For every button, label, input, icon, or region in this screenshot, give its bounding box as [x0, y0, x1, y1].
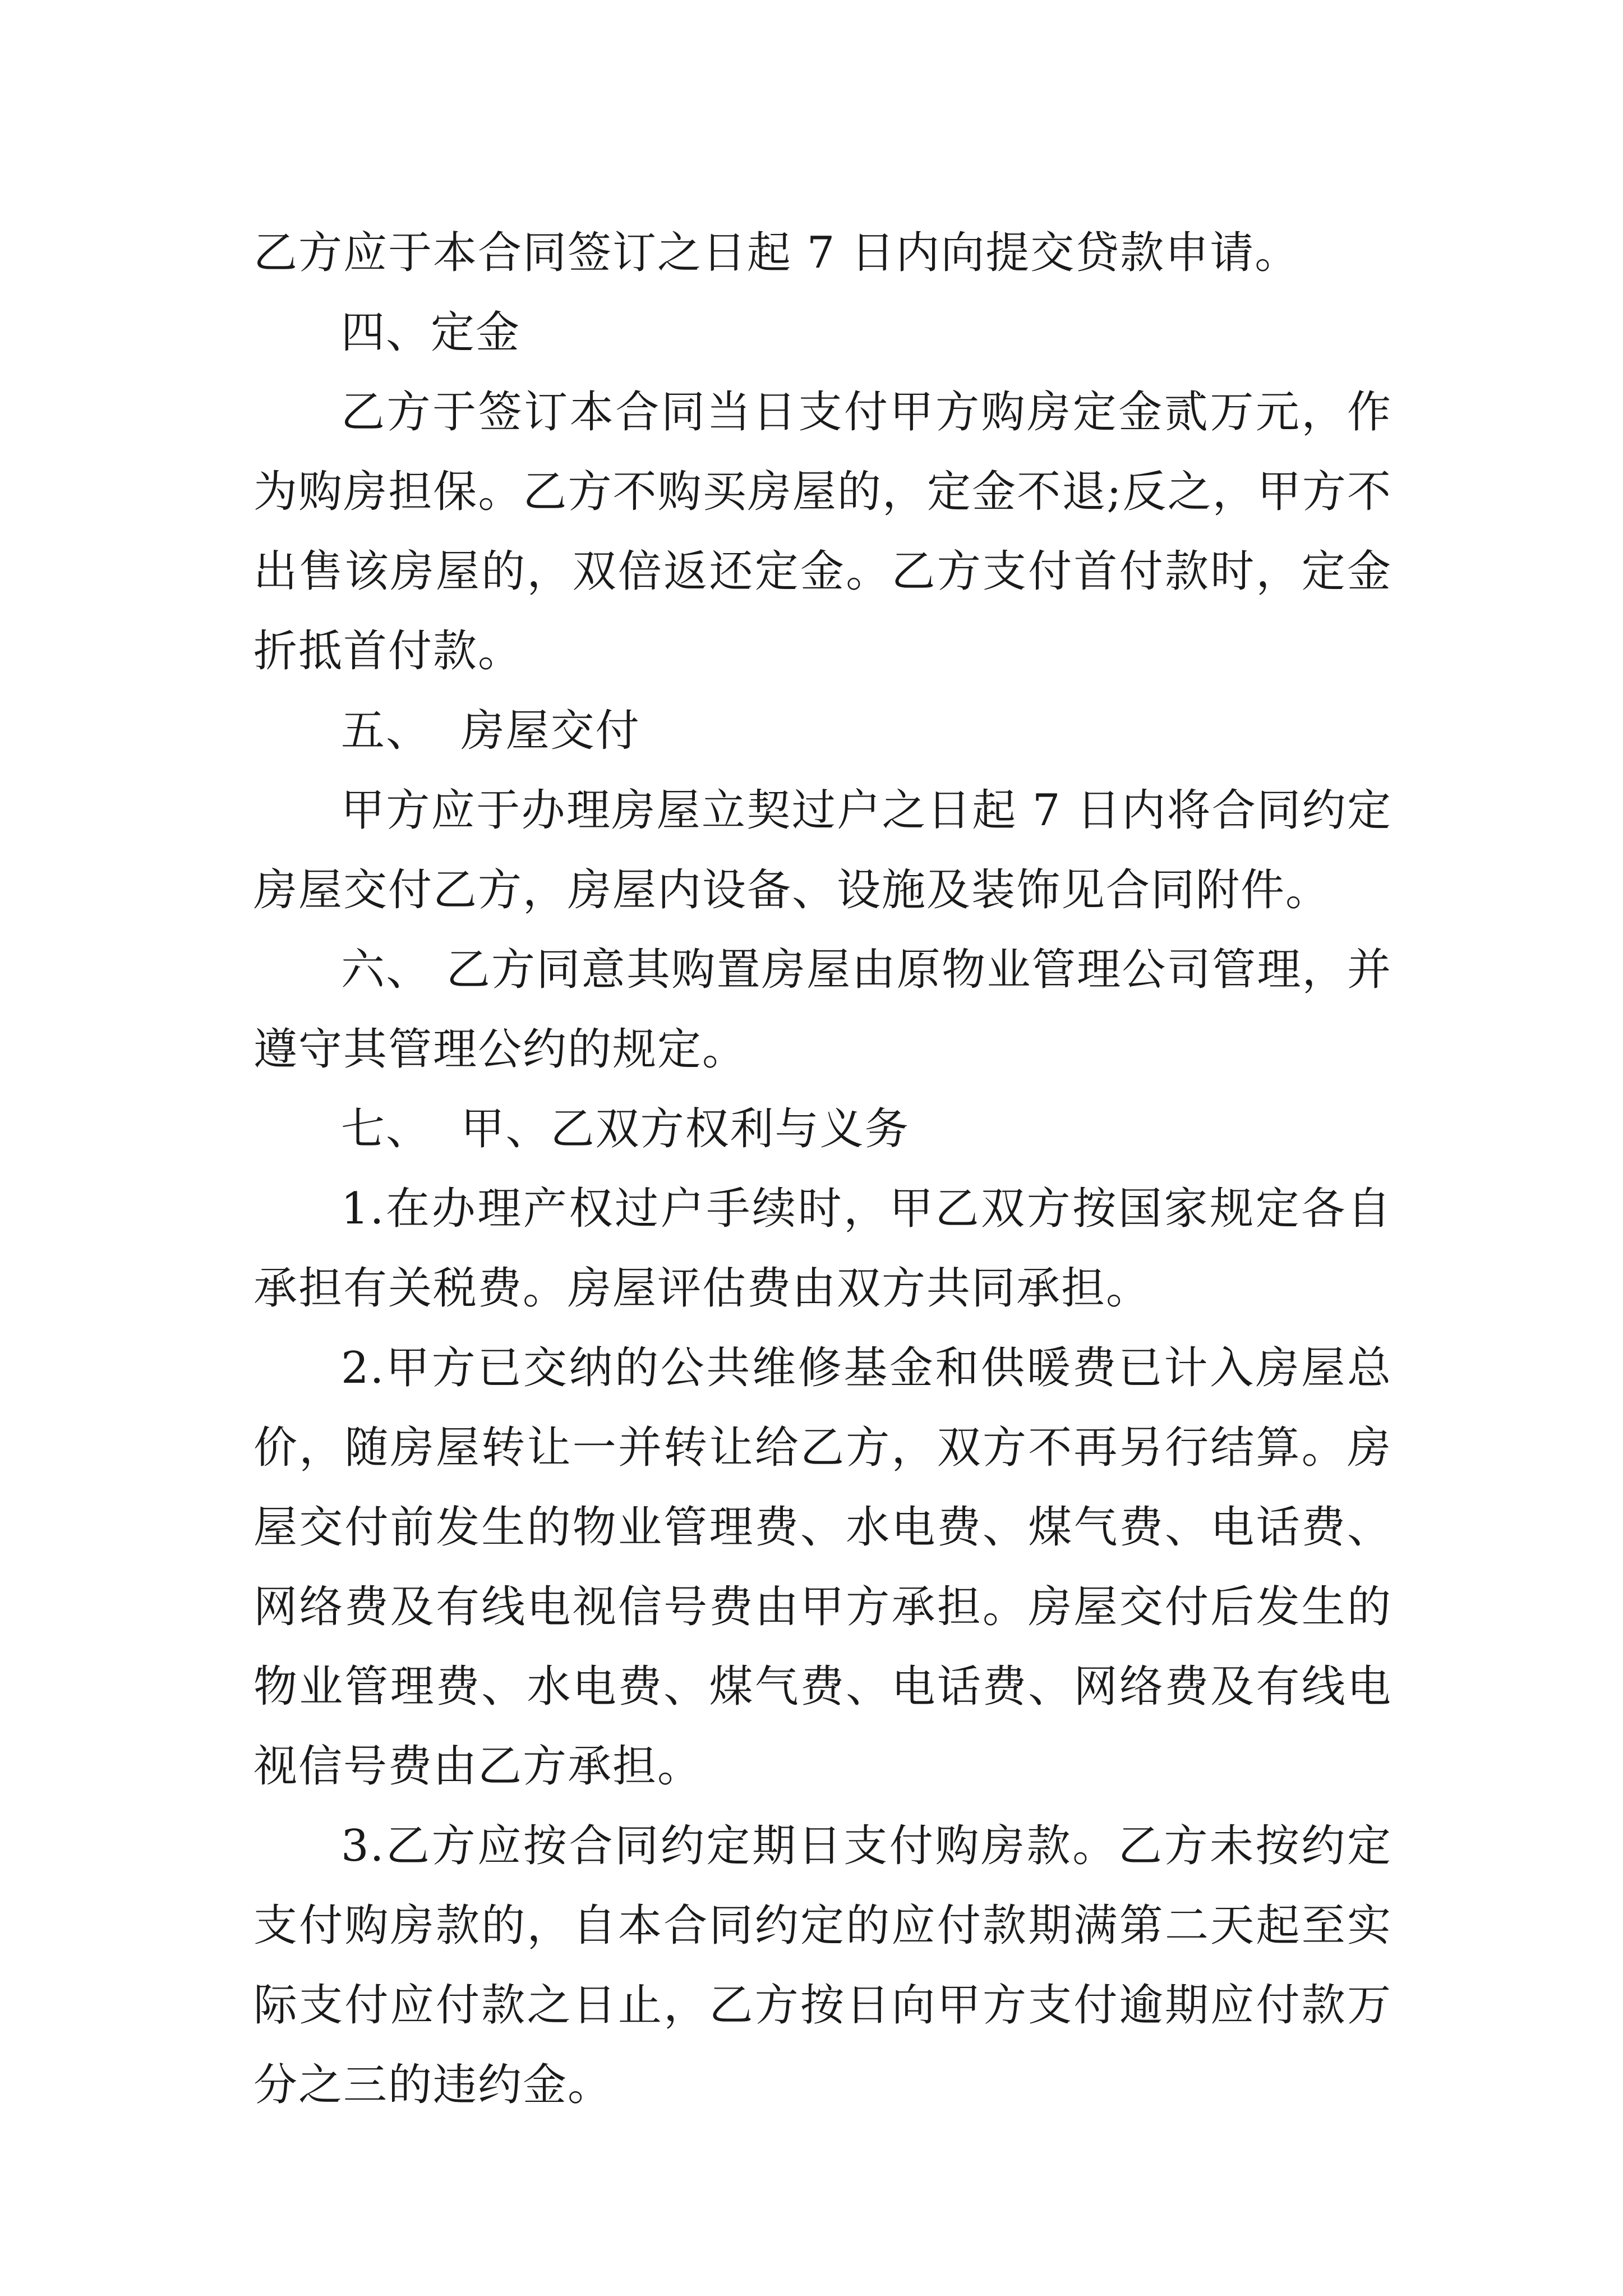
paragraph-deposit-terms: 乙方于签订本合同当日支付甲方购房定金贰万元，作为购房担保。乙方不购买房屋的，定金不退;反之，甲方不出售该房屋的，双倍返还定金。乙方支付首付款时，定金折抵首付款。 [253, 387, 1392, 677]
section-heading-rights-obligations: 七、 甲、乙双方权利与义务 [341, 1104, 910, 1154]
paragraph-property-management: 六、 乙方同意其购置房屋由原物业管理公司管理，并遵守其管理公约的规定。 [253, 945, 1392, 1075]
clause-maintenance-utilities: 2.甲方已交纳的公共维修基金和供暖费已计入房屋总价，随房屋转让一并转让给乙方，双方不再另行结算。房屋交付前发生的物业管理费、水电费、煤气费、电话费、网络费及有线电视信号费由甲方承担。房屋交付后发生的物业管理费、水电费、煤气费、电话费、网络费及有线电视信号费由乙方承担。 [253, 1343, 1392, 1792]
section-heading-handover: 五、 房屋交付 [341, 706, 640, 756]
clause-late-payment: 3.乙方应按合同约定期日支付购房款。乙方未按约定支付购房款的，自本合同约定的应付款期满第二天起至实际支付应付款之日止，乙方按日向甲方支付逾期应付款万分之三的违约金。 [253, 1821, 1392, 2110]
paragraph-loan-application: 乙方应于本合同签订之日起 7 日内向提交贷款申请。 [253, 228, 1300, 278]
contract-body [253, 213, 1392, 2125]
paragraph-handover-terms: 甲方应于办理房屋立契过户之日起 7 日内将合同约定房屋交付乙方，房屋内设备、设施及装饰见合同附件。 [253, 785, 1392, 915]
clause-taxes-fees: 1.在办理产权过户手续时，甲乙双方按国家规定各自承担有关税费。房屋评估费由双方共同承担。 [253, 1184, 1392, 1314]
section-heading-deposit: 四、定金 [341, 307, 521, 358]
